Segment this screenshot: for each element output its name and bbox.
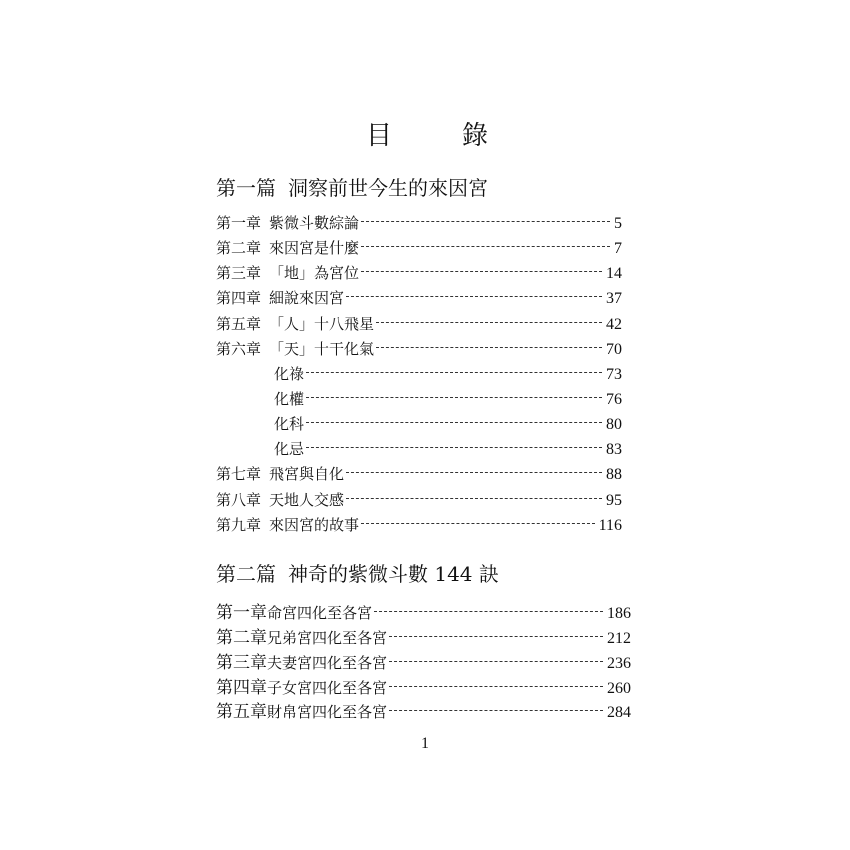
toc-subentry[interactable] <box>274 438 622 461</box>
toc-entry[interactable] <box>216 651 631 676</box>
toc-page: 116 <box>598 517 622 534</box>
toc-title: 天地人交感 <box>269 491 345 509</box>
dot-leader <box>376 347 602 348</box>
dot-leader <box>389 636 603 637</box>
dot-leader <box>361 221 610 222</box>
toc-title: 財帛宮四化至各宮 <box>267 703 388 721</box>
dot-leader <box>306 447 602 448</box>
part1-heading <box>216 174 488 202</box>
title-char-right: 錄 <box>462 121 489 151</box>
toc-entry[interactable] <box>216 212 622 235</box>
dot-leader <box>346 472 602 473</box>
toc-title: 細說來因宮 <box>269 289 345 307</box>
toc-chapter: 第六章 <box>216 340 262 358</box>
toc-title: 化忌 <box>274 440 305 458</box>
title-char-left: 目 <box>366 121 393 151</box>
toc-subentry[interactable] <box>274 388 622 411</box>
toc-title: 化權 <box>274 390 305 408</box>
page-number: 1 <box>421 735 429 752</box>
toc-chapter: 第二章 <box>216 239 262 257</box>
toc-page: 73 <box>606 366 622 383</box>
toc-page: 186 <box>607 605 631 622</box>
dot-leader <box>389 686 603 687</box>
dot-leader <box>306 397 602 398</box>
dot-leader <box>306 372 602 373</box>
dot-leader <box>361 523 595 524</box>
toc-entry[interactable] <box>216 237 622 260</box>
toc-entry[interactable] <box>216 463 622 486</box>
toc-entry[interactable] <box>216 514 622 537</box>
toc-page: 14 <box>606 265 622 282</box>
toc-entry[interactable] <box>216 626 631 651</box>
dot-leader <box>389 710 603 711</box>
toc-title: 紫微斗數綜論 <box>269 214 360 232</box>
toc-page: 76 <box>606 391 622 408</box>
toc-entry[interactable] <box>216 313 622 336</box>
toc-chapter: 第一章 <box>216 214 262 232</box>
toc-title: 化祿 <box>274 365 305 383</box>
toc-title: 來因宮是什麼 <box>269 239 360 257</box>
toc-entry[interactable] <box>216 262 622 285</box>
toc-chapter: 第四章 <box>216 289 262 307</box>
toc-chapter: 第八章 <box>216 491 262 509</box>
toc-entry[interactable] <box>216 601 631 626</box>
toc-page: 212 <box>607 630 631 647</box>
part2-title: 神奇的紫微斗數 144 訣 <box>288 562 499 586</box>
toc-page: 5 <box>614 215 622 232</box>
dot-leader <box>376 322 602 323</box>
toc-subentry[interactable] <box>274 363 622 386</box>
part2-label: 第二篇 <box>216 562 276 586</box>
dot-leader <box>306 422 602 423</box>
toc-entry[interactable] <box>216 700 631 725</box>
toc-title: 「地」為宮位 <box>269 264 360 282</box>
toc-chapter: 第五章 <box>216 702 267 722</box>
dot-leader <box>361 246 610 247</box>
dot-leader <box>389 661 603 662</box>
toc-page: 70 <box>606 341 622 358</box>
toc-entry[interactable] <box>216 338 622 361</box>
toc-chapter: 第一章 <box>216 603 267 623</box>
toc-title: 命宮四化至各宮 <box>267 604 373 622</box>
toc-entry[interactable] <box>216 287 622 310</box>
part1-title: 洞察前世今生的來因宮 <box>288 176 488 200</box>
toc-page: 83 <box>606 441 622 458</box>
dot-leader <box>374 611 603 612</box>
part1-label: 第一篇 <box>216 176 276 200</box>
toc-chapter: 第三章 <box>216 653 267 673</box>
toc-page: 95 <box>606 492 622 509</box>
toc-title: 化科 <box>274 415 305 433</box>
toc-title: 兄弟宮四化至各宮 <box>267 629 388 647</box>
toc-page: 236 <box>607 655 631 672</box>
toc-page: 80 <box>606 416 622 433</box>
toc-page: 7 <box>614 240 622 257</box>
toc-subentry[interactable] <box>274 413 622 436</box>
toc-chapter: 第九章 <box>216 516 262 534</box>
toc-entry[interactable] <box>216 676 631 701</box>
toc-title: 「人」十八飛星 <box>269 315 375 333</box>
toc-chapter: 第二章 <box>216 628 267 648</box>
toc-title: 來因宮的故事 <box>269 516 360 534</box>
dot-leader <box>346 296 602 297</box>
toc-chapter: 第五章 <box>216 315 262 333</box>
toc-chapter: 第四章 <box>216 678 267 698</box>
toc-title: 「天」十干化氣 <box>269 340 375 358</box>
toc-page: 88 <box>606 466 622 483</box>
page-title <box>0 120 850 156</box>
dot-leader <box>361 271 602 272</box>
toc-title: 飛宮與自化 <box>269 465 345 483</box>
toc-page: 260 <box>607 680 631 697</box>
toc-chapter: 第七章 <box>216 465 262 483</box>
toc-entry[interactable] <box>216 489 622 512</box>
dot-leader <box>346 498 602 499</box>
toc-chapter: 第三章 <box>216 264 262 282</box>
toc-page: 37 <box>606 290 622 307</box>
toc-page: 42 <box>606 316 622 333</box>
toc-page: 284 <box>607 704 631 721</box>
toc-title: 夫妻宮四化至各宮 <box>267 654 388 672</box>
toc-title: 子女宮四化至各宮 <box>267 679 388 697</box>
part2-heading <box>216 560 499 588</box>
